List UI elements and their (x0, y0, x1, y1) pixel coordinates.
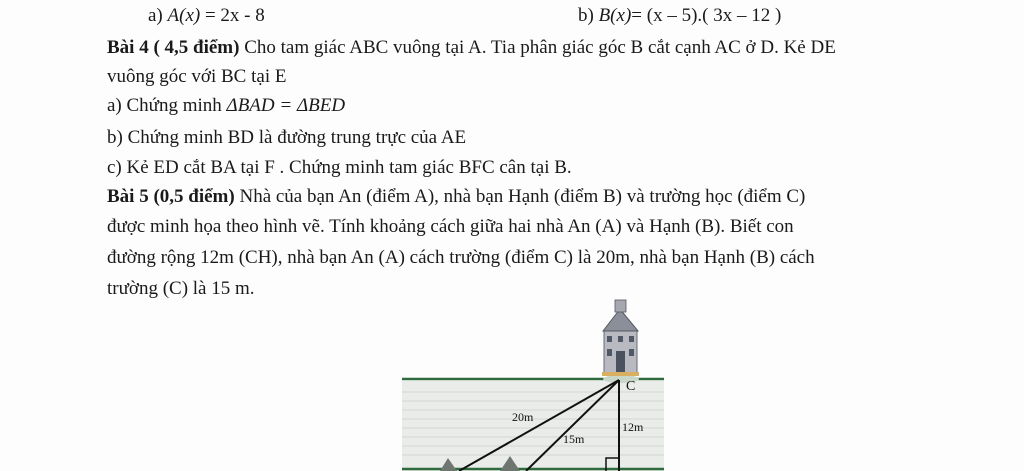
label-c: C (626, 379, 636, 394)
bai5-line2: được minh họa theo hình vẽ. Tính khoảng cách giữa hai nhà An (A) và Hạnh (B). Biết con (107, 216, 794, 237)
bai4-part-a-prefix: a) Chứng minh (107, 95, 227, 116)
bai4-text1: Cho tam giác ABC vuông tại A. Tia phân giác góc B cắt cạnh AC ở D. Kẻ DE (239, 37, 836, 58)
part-a-expr: = 2x - 8 (200, 5, 265, 26)
bai4-part-b: b) Chứng minh BD là đường trung trực của AE (107, 127, 467, 148)
part-b-func: B(x) (598, 5, 632, 26)
bai4-part-a-math: ΔBAD = ΔBED (226, 95, 346, 116)
part-a-label: a) (148, 5, 163, 26)
school-building-icon (602, 300, 639, 383)
bai5-heading: Bài 5 (0,5 điểm) (107, 186, 235, 207)
bai5-line4: trường (C) là 15 m. (107, 278, 255, 299)
part-b-label: b) (578, 5, 594, 26)
label-20m: 20m (512, 410, 534, 424)
bai5-text1: Nhà của bạn An (điểm A), nhà bạn Hạnh (điểm B) và trường học (điểm C) (234, 186, 806, 207)
label-15m: 15m (563, 432, 585, 446)
bai4-line2: vuông góc với BC tại E (107, 66, 287, 87)
bai4-heading: Bài 4 ( 4,5 điểm) (107, 37, 240, 58)
part-b-expr: = (x – 5).( 3x – 12 ) (631, 5, 782, 26)
part-a-func: A(x) (167, 5, 201, 26)
bai4-part-c: c) Kẻ ED cắt BA tại F . Chứng minh tam giác BFC cân tại B. (107, 157, 572, 178)
label-12m: 12m (622, 420, 644, 434)
bai5-line3: đường rộng 12m (CH), nhà bạn An (A) cách trường (điểm C) là 20m, nhà bạn Hạnh (B) cách (107, 247, 815, 268)
